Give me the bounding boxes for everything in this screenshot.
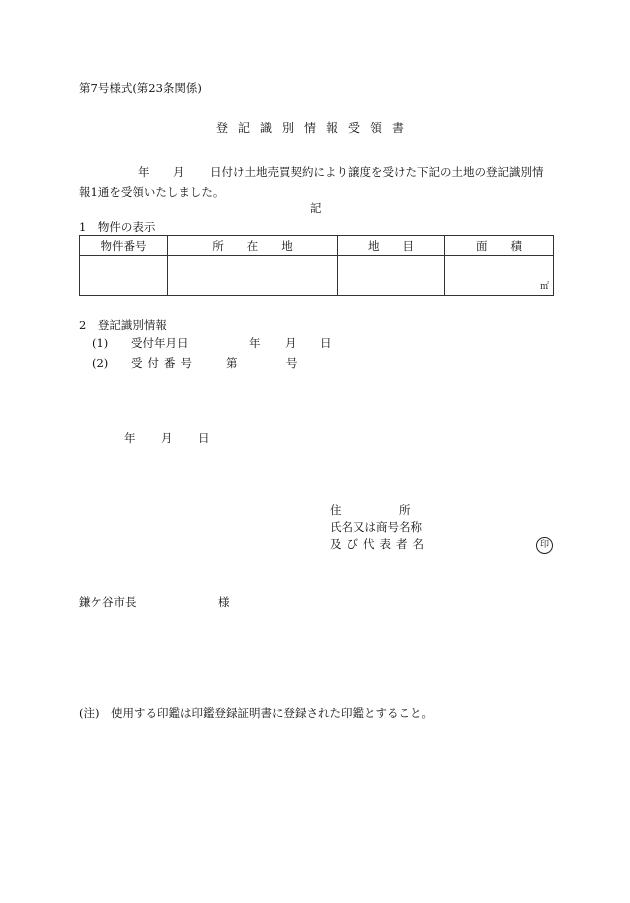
- date-day: 日: [198, 431, 210, 445]
- form-number: 第7号様式(第23条関係): [79, 81, 202, 95]
- ki-heading: 記: [310, 201, 322, 215]
- intro-year-label: 年: [138, 165, 150, 179]
- intro-text-line1: 日付け土地売買契約により譲度を受けた下記の土地の登記識別情: [210, 165, 544, 179]
- item2-number: (2): [92, 356, 109, 370]
- item2-go: 号: [286, 356, 298, 370]
- property-table: [79, 235, 554, 296]
- section1-heading: 1 物件の表示: [79, 220, 156, 234]
- intro-month-label: 月: [173, 165, 185, 179]
- date-year: 年: [124, 431, 136, 445]
- table-row: [80, 256, 554, 296]
- signer-name-label-line1: 氏名又は商号名称: [330, 520, 422, 534]
- cell-area[interactable]: [445, 256, 554, 296]
- signer-address-label: 住 所: [330, 503, 411, 517]
- cell-property-number[interactable]: [80, 256, 168, 296]
- document-title: 登記識別情報受領書: [216, 121, 415, 135]
- header-property-number: 物件番号: [80, 236, 168, 256]
- date-month: 月: [161, 431, 173, 445]
- header-land-category: 地 目: [338, 236, 445, 256]
- item2-dai: 第: [226, 356, 238, 370]
- area-unit: ㎡: [539, 282, 549, 292]
- header-area: 面 積: [445, 236, 554, 256]
- addressee-name: 鎌ケ谷市長: [79, 595, 137, 609]
- signer-name-label-line2: 及び代表者名: [330, 537, 429, 551]
- item1-month: 月: [285, 336, 297, 350]
- section2-heading: 2 登記識別情報: [79, 318, 167, 332]
- item1-number: (1): [92, 336, 109, 350]
- header-location: 所 在 地: [168, 236, 338, 256]
- intro-text-line2: 報1通を受領いたしました。: [79, 185, 225, 199]
- item2-label: 受付番号: [131, 356, 197, 370]
- cell-land-category[interactable]: [338, 256, 445, 296]
- seal-icon: 印: [536, 537, 553, 554]
- cell-location[interactable]: [168, 256, 338, 296]
- item1-label: 受付年月日: [131, 336, 189, 350]
- addressee-honorific: 様: [218, 595, 230, 609]
- footnote: (注) 使用する印鑑は印鑑登録証明書に登録された印鑑とすること。: [79, 706, 433, 720]
- item1-year: 年: [249, 336, 261, 350]
- item1-day: 日: [320, 336, 332, 350]
